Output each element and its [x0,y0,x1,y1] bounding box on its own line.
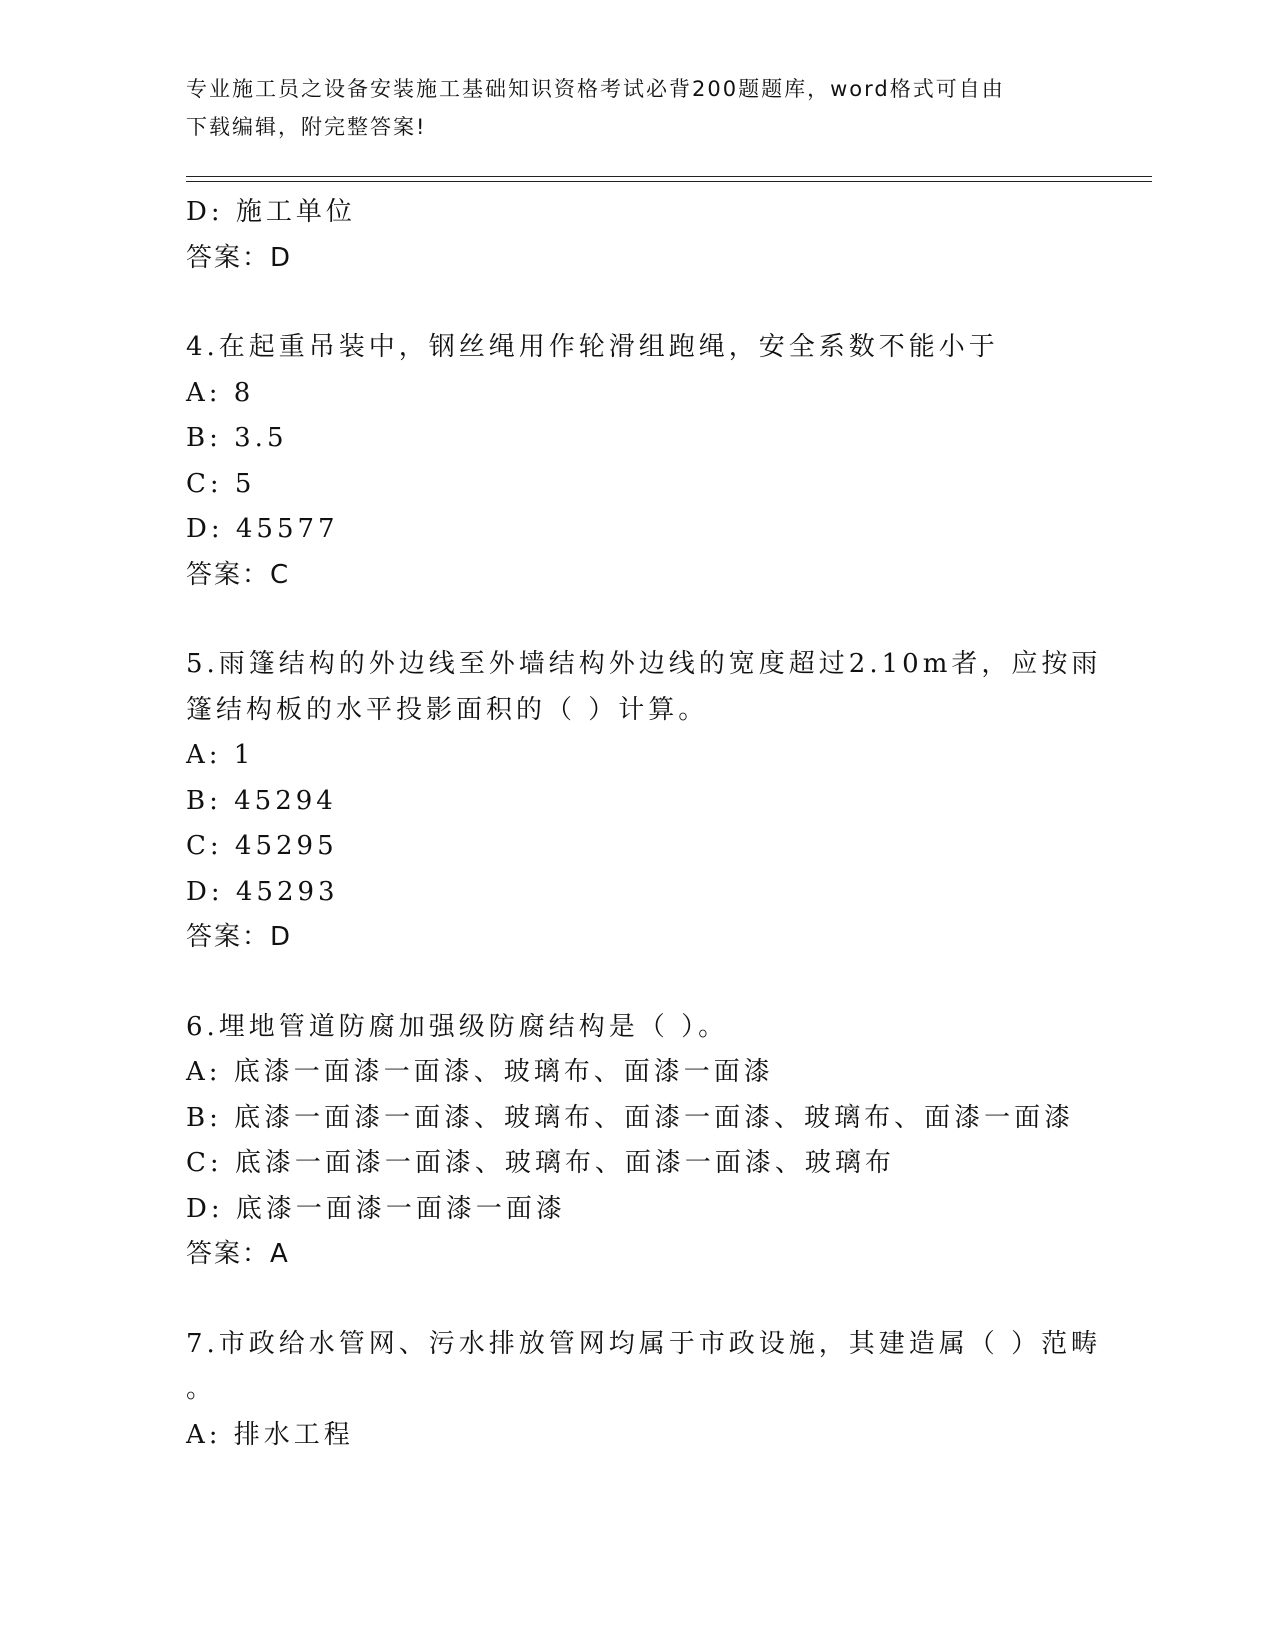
question-7 [186,1322,1116,1459]
question-list [186,190,1116,1458]
option-d: D: 45293 [186,876,339,907]
option-c: C: 45295 [186,831,338,861]
header-line-1: 专业施工员之设备安装施工基础知识资格考试必背200题题库，word格式可自由 [186,77,1005,101]
answer: 答案：A [186,1239,290,1269]
question-5 [186,642,1116,961]
answer: 答案：D [186,242,293,273]
answer: 答案：D [186,922,293,952]
header-line-2: 下载编辑，附完整答案! [186,115,427,139]
option-b: B: 45294 [186,785,337,816]
question-stem: 4.在起重吊装中，钢丝绳用作轮滑组跑绳，安全系数不能小于 [186,332,999,362]
question-stem-line-1: 7.市政给水管网、污水排放管网均属于市政设施，其建造属（ ）范畴 [186,1328,1102,1359]
question-6 [186,1005,1116,1278]
question-stem-line-2: 篷结构板的水平投影面积的（ ）计算。 [186,694,709,725]
option-a: A: 底漆一面漆一面漆、玻璃布、面漆一面漆 [186,1057,774,1087]
option-b: B: 3.5 [186,423,288,453]
header-divider-top [186,176,1152,177]
question-4 [186,325,1116,598]
option-a: A: 1 [186,740,255,770]
header-divider-bottom [186,181,1152,182]
question-stem-line-2: 。 [186,1374,217,1404]
question-stem: 6.埋地管道防腐加强级防腐结构是（ ）。 [186,1011,729,1042]
option-b: B: 底漆一面漆一面漆、玻璃布、面漆一面漆、玻璃布、面漆一面漆 [186,1102,1075,1133]
question-3-tail [186,190,1116,281]
option-a: A: 排水工程 [186,1419,354,1450]
option-a: A: 8 [186,377,255,408]
document-header [186,70,1066,146]
option-c: C: 5 [186,468,256,499]
option-c: C: 底漆一面漆一面漆、玻璃布、面漆一面漆、玻璃布 [186,1148,895,1178]
option-d: D: 施工单位 [186,197,356,227]
question-stem-line-1: 5.雨篷结构的外边线至外墙结构外边线的宽度超过2.10m者，应按雨 [186,649,1102,679]
option-d: D: 45577 [186,514,339,544]
answer: 答案：C [186,559,291,590]
option-d: D: 底漆一面漆一面漆一面漆 [186,1193,566,1224]
